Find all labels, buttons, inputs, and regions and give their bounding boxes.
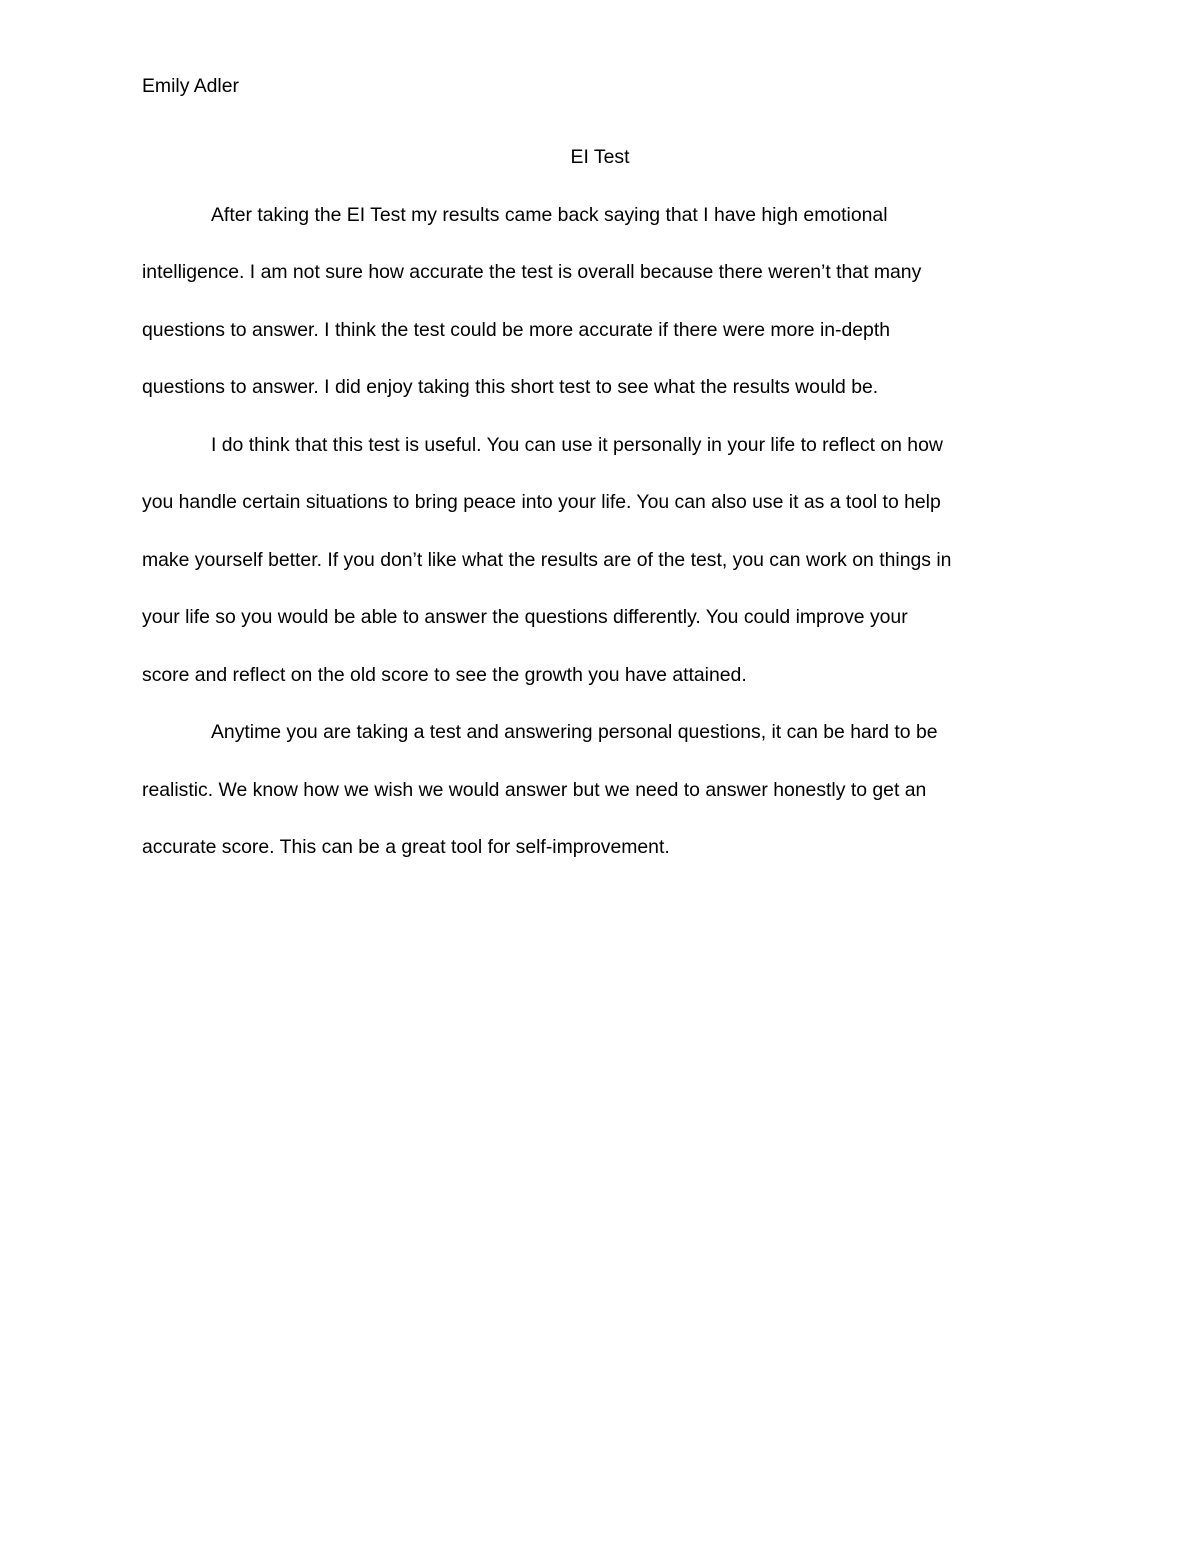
body-line: intelligence. I am not sure how accurate the test is overall because there weren’t that many [142, 261, 922, 283]
body-line: you handle certain situations to bring peace into your life. You can also use it as a tool to help [142, 491, 941, 513]
body-line: questions to answer. I think the test could be more accurate if there were more in-depth [142, 319, 891, 341]
body-line: questions to answer. I did enjoy taking this short test to see what the results would be. [142, 376, 879, 398]
body-line: I do think that this test is useful. You can use it personally in your life to reflect on how [211, 434, 943, 456]
body-line: Anytime you are taking a test and answering personal questions, it can be hard to be [211, 721, 938, 743]
body-line: accurate score. This can be a great tool for self-improvement. [142, 836, 670, 858]
body-line: score and reflect on the old score to see the growth you have attained. [142, 664, 747, 686]
author-name: Emily Adler [142, 75, 239, 97]
body-line: make yourself better. If you don’t like what the results are of the test, you can work on things in [142, 549, 952, 571]
document-title: EI Test [570, 146, 630, 168]
body-line: your life so you would be able to answer the questions differently. You could improve your [142, 606, 908, 628]
body-line: After taking the EI Test my results came back saying that I have high emotional [211, 204, 888, 226]
body-line: realistic. We know how we wish we would answer but we need to answer honestly to get an [142, 779, 927, 801]
